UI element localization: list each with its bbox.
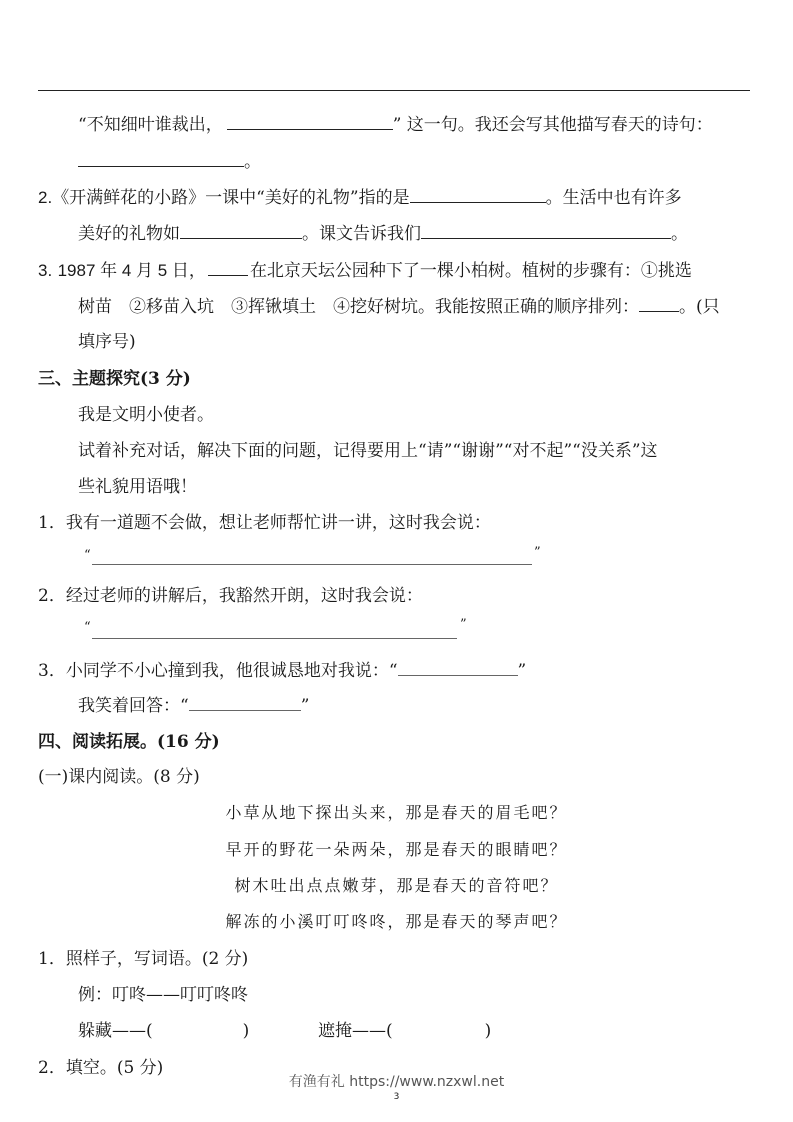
word-prompt: 遮掩——( [318,1021,393,1041]
poem-line: 解冻的小溪叮叮咚咚，那是春天的琴声吧？ [225,912,568,931]
question-text: 。生活中也有许多 [545,188,682,208]
answer-line[interactable] [92,563,532,565]
question-number: 2. [38,188,53,207]
section-intro: 试着补充对话，解决下面的问题，记得要用上“请”“谢谢”“对不起”“没关系”这 [78,441,658,461]
question-text: 我笑着回答：“ [78,696,189,716]
close-quote: ” [300,696,310,716]
close-quote: ” [517,661,527,681]
open-quote: “ [84,548,91,563]
answer-blank[interactable] [227,113,393,130]
question-3 [38,259,692,282]
question-text: 。课文告诉我们 [302,224,421,244]
answer-blank[interactable] [410,186,546,203]
question-text: 树苗 ②移苗入坑 ③挥锹填土 ④挖好树坑。我能按照正确的顺序排列： [78,297,639,317]
word-item-1 [78,1020,249,1042]
answer-blank[interactable] [208,259,248,276]
answer-blank[interactable] [639,295,679,312]
question-3 [38,659,526,682]
question-2: 2．填空。(5 分) [38,1058,164,1078]
reply-line [78,694,309,717]
answer-blank[interactable] [78,150,244,167]
answer-line[interactable] [92,637,457,639]
question-2-line2 [78,222,688,245]
answer-blank[interactable] [189,694,301,711]
question-3-line2 [78,295,720,318]
question-text: 填序号) [78,332,136,352]
poem-line: 早开的野花一朵两朵，那是春天的眼睛吧？ [225,840,568,859]
answer-blank[interactable] [398,659,518,676]
question-1: 1．照样子，写词语。(2 分) [38,949,249,969]
question-text: 。(只 [679,297,720,317]
section-intro: 我是文明小使者。 [78,405,214,425]
question-2: 2．经过老师的讲解后，我豁然开朗，这时我会说： [38,586,423,606]
question-text: 3．小同学不小心撞到我，他很诚恳地对我说：“ [38,661,398,681]
section-heading: 四、阅读拓展。(16 分) [38,732,220,752]
word-item-2 [318,1020,491,1042]
poem-line: 小草从地下探出头来，那是春天的眉毛吧？ [225,803,568,822]
question-text: ” 这一句。我还会写其他描写春天的诗句： [392,115,713,135]
period: 。 [671,224,688,244]
question-text: 《开满鲜花的小路》一课中“美好的礼物”指的是 [52,188,410,208]
poem-line: 树木吐出点点嫩芽，那是春天的音符吧？ [234,876,559,895]
poem-answer-line [78,150,261,173]
question-1: 1．我有一道题不会做，想让老师帮忙讲一讲，这时我会说： [38,513,491,533]
poem-question-line [78,113,713,136]
page-number: 3 [393,1092,400,1102]
question-text: 美好的礼物如 [78,224,180,244]
open-quote: “ [84,620,91,635]
close-paren: ) [242,1021,250,1041]
section-intro: 些礼貌用语哦！ [78,477,197,497]
watermark: 有渔有礼 https://www.nzxwl.net [288,1074,505,1090]
header-rule [38,90,750,91]
question-text: 1987 年 4 月 5 日， [57,261,206,280]
question-text: 在北京天坛公园种下了一棵小柏树。植树的步骤有：①挑选 [249,261,692,281]
answer-blank[interactable] [180,222,302,239]
answer-blank[interactable] [421,222,671,239]
close-quote: ” [460,617,467,632]
subsection-heading: (一)课内阅读。(8 分) [38,767,200,787]
section-heading: 三、主题探究(3 分) [38,369,191,389]
question-2 [38,186,682,209]
question-text: “不知细叶谁裁出， [78,115,223,135]
period: 。 [244,152,261,172]
example-text: 例：叮咚——叮叮咚咚 [78,985,248,1005]
close-paren: ) [484,1021,492,1041]
close-quote: ” [534,545,541,560]
question-number: 3. [38,261,53,280]
word-prompt: 躲藏——( [78,1021,153,1041]
